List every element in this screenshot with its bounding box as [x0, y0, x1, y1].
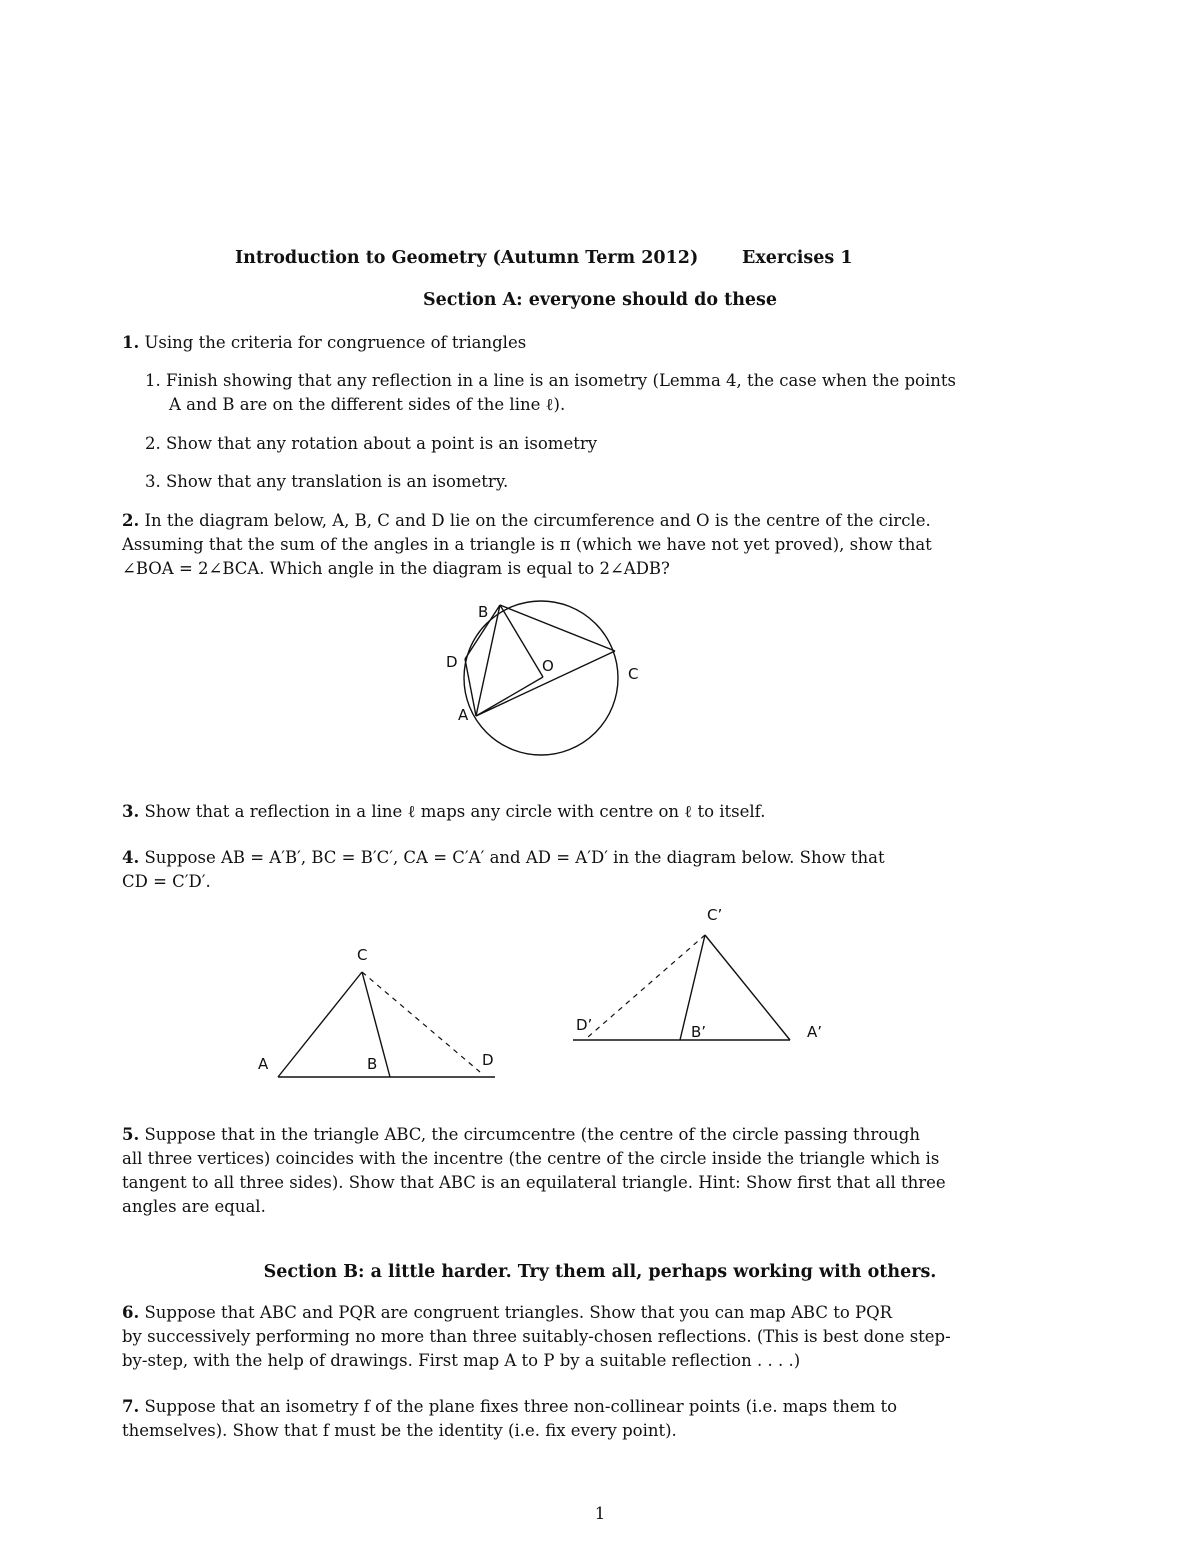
- label-a: A: [458, 706, 469, 724]
- question-text: Suppose AB = A′B′, BC = B′C′, CA = C′A′ and AD = A′D′ in the diagram below. Show that: [144, 848, 885, 867]
- item-text: Finish showing that any reflection in a line is an isometry (Lemma 4, the case when the points: [166, 371, 956, 390]
- label-o: O: [542, 657, 554, 675]
- question-6: [122, 1301, 892, 1325]
- question-5-line-4: angles are equal.: [122, 1197, 266, 1216]
- question-5-line-2: all three vertices) coincides with the incentre (the centre of the circle inside the triangle which is: [122, 1149, 940, 1168]
- question-text: Suppose that an isometry f of the plane fixes three non-collinear points (i.e. maps them to: [144, 1397, 898, 1416]
- segment-bo: [500, 605, 543, 677]
- label-d-prime: D’: [576, 1016, 593, 1034]
- question-2-line-3: ∠BOA = 2∠BCA. Which angle in the diagram is equal to 2∠ADB?: [122, 559, 670, 578]
- question-5-line-3: tangent to all three sides). Show that ABC is an equilateral triangle. Hint: Show first that all three: [122, 1173, 946, 1192]
- question-1: [122, 331, 526, 355]
- question-3: [122, 800, 765, 824]
- question-4: [122, 846, 885, 870]
- segment-cpdp-dashed: [588, 935, 705, 1037]
- question-number: 6.: [122, 1303, 140, 1322]
- question-4-line-2: CD = C′D′.: [122, 872, 211, 891]
- item-text: Show that any translation is an isometry.: [166, 472, 509, 491]
- q1-item-1-cont: A and B are on the different sides of the line ℓ).: [169, 395, 566, 414]
- item-number: 1.: [145, 371, 161, 390]
- question-7: [122, 1395, 897, 1419]
- segment-cd-dashed: [362, 972, 480, 1072]
- question-text: In the diagram below, A, B, C and D lie on the circumference and O is the centre of the circle.: [144, 511, 931, 530]
- label-a: A: [258, 1055, 269, 1073]
- label-c: C: [357, 946, 368, 964]
- question-text: Suppose that in the triangle ABC, the circumcentre (the centre of the circle passing through: [144, 1125, 920, 1144]
- question-6-line-2: by successively performing no more than three suitably-chosen reflections. (This is best done step-: [122, 1327, 951, 1346]
- question-5: [122, 1123, 920, 1147]
- section-a-title: Section A: everyone should do these: [422, 290, 778, 310]
- q1-item-2: [145, 432, 597, 456]
- question-6-line-3: by-step, with the help of drawings. First map A to P by a suitable reflection . . . .): [122, 1351, 801, 1370]
- question-7-line-2: themselves). Show that f must be the identity (i.e. fix every point).: [122, 1421, 677, 1440]
- item-text: Show that any rotation about a point is an isometry: [166, 434, 598, 453]
- circle-diagram: [430, 595, 650, 785]
- label-b: B: [478, 603, 489, 621]
- label-a-prime: A’: [807, 1023, 823, 1041]
- question-number: 7.: [122, 1397, 140, 1416]
- question-text: Show that a reflection in a line ℓ maps any circle with centre on ℓ to itself.: [144, 802, 766, 821]
- document-title: Introduction to Geometry (Autumn Term 2012): [235, 248, 699, 268]
- q1-item-3: [145, 470, 508, 494]
- segment-ac: [278, 972, 362, 1077]
- item-number: 2.: [145, 434, 161, 453]
- section-b-title: Section B: a little harder. Try them all, perhaps working with others.: [263, 1262, 937, 1282]
- question-number: 3.: [122, 802, 140, 821]
- question-number: 4.: [122, 848, 140, 867]
- label-b-prime: B’: [691, 1023, 707, 1041]
- triangles-diagram: [240, 900, 860, 1090]
- label-c: C: [628, 665, 639, 683]
- item-number: 3.: [145, 472, 161, 491]
- question-2: [122, 509, 931, 533]
- question-text: Suppose that ABC and PQR are congruent triangles. Show that you can map ABC to PQR: [144, 1303, 893, 1322]
- label-b: B: [367, 1055, 378, 1073]
- label-c-prime: C’: [707, 906, 723, 924]
- segment-bc: [500, 605, 615, 651]
- question-number: 2.: [122, 511, 140, 530]
- q1-item-1: [145, 369, 956, 393]
- question-text: Using the criteria for congruence of triangles: [144, 333, 527, 352]
- label-d: D: [482, 1051, 494, 1069]
- question-number: 1.: [122, 333, 140, 352]
- label-d: D: [446, 653, 458, 671]
- segment-cpap: [705, 935, 790, 1040]
- question-number: 5.: [122, 1125, 140, 1144]
- question-2-line-2: Assuming that the sum of the angles in a triangle is π (which we have not yet proved), show that: [122, 535, 932, 554]
- exercises-label: Exercises 1: [742, 248, 853, 268]
- page-number: 1: [594, 1504, 606, 1523]
- segment-oa: [476, 677, 543, 716]
